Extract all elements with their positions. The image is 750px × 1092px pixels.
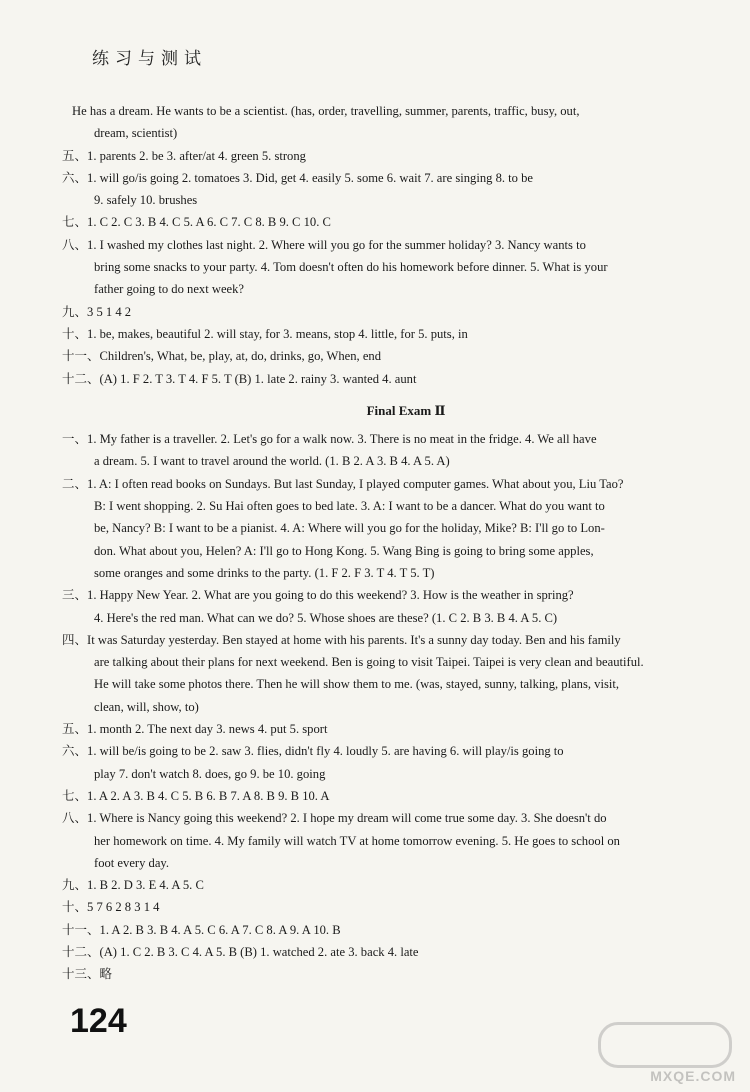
answer-text: (A) 1. C 2. B 3. C 4. A 5. B (B) 1. watched 2. ate 3. back 4. late (99, 944, 419, 959)
answer-row (62, 368, 700, 390)
text-line: play 7. don't watch 8. does, go 9. be 10. going (94, 766, 326, 781)
answer-text: 5 7 6 2 8 3 1 4 (87, 900, 160, 915)
answer-row (62, 941, 700, 963)
text-line: 4. Here's the red man. What can we do? 5. Whose shoes are these? (1. C 2. B 3. B 4. A 5. C) (94, 610, 558, 625)
section-number: 十二、 (62, 943, 100, 959)
section-number: 六、 (62, 743, 88, 759)
section-number: 八、 (62, 810, 88, 826)
section-number: 十、 (62, 325, 88, 341)
section-number: 二、 (62, 475, 88, 491)
page-number: 124 (70, 1002, 127, 1040)
answer-text: 1. Where is Nancy going this weekend? 2. I hope my dream will come true some day. 3. She doesn't do (87, 811, 607, 826)
section-number: 五、 (62, 147, 88, 163)
answer-text: 1. A 2. B 3. B 4. A 5. C 6. A 7. C 8. A 9. A 10. B (99, 922, 341, 937)
answer-content (62, 100, 700, 986)
watermark-logo-icon (598, 1022, 732, 1068)
page-header: 练习与测试 (92, 49, 207, 69)
section-number: 七、 (62, 214, 88, 230)
section-number: 九、 (62, 303, 88, 319)
text-line: clean, will, show, to) (94, 699, 199, 714)
section-number: 一、 (62, 431, 88, 447)
answer-row (62, 629, 700, 651)
text-line: are talking about their plans for next weekend. Ben is going to visit Taipei. Taipei is very clean and beautiful. (94, 655, 644, 670)
answer-text: 3 5 1 4 2 (87, 304, 132, 319)
answer-row (62, 740, 700, 762)
answer-row (62, 874, 700, 896)
answer-text: 1. be, makes, beautiful 2. will stay, for 3. means, stop 4. little, for 5. puts, in (87, 326, 468, 341)
answer-row (62, 428, 700, 450)
answer-text: 1. I washed my clothes last night. 2. Where will you go for the summer holiday? 3. Nancy wants to (87, 237, 586, 252)
text-line: be, Nancy? B: I want to be a pianist. 4. A: Where will you go for the holiday, Mike? B: I'll go to Lon- (94, 521, 605, 536)
text-line: 9. safely 10. brushes (94, 193, 198, 208)
section-number: 九、 (62, 877, 88, 893)
text-line: her homework on time. 4. My family will watch TV at home tomorrow evening. 5. He goes to school on (94, 833, 620, 848)
answer-text: Children's, What, be, play, at, do, drinks, go, When, end (99, 349, 382, 364)
answer-row (62, 807, 700, 829)
section-number: 六、 (62, 169, 88, 185)
text-line: foot every day. (94, 855, 170, 870)
section-number: 七、 (62, 787, 88, 803)
text-line: B: I went shopping. 2. Su Hai often goes to bed late. 3. A: I want to be a dancer. What do you want to (94, 499, 605, 514)
exam-title: Final Exam Ⅱ (366, 402, 446, 418)
section-number: 十、 (62, 899, 88, 915)
text-line: don. What about you, Helen? A: I'll go to Hong Kong. 5. Wang Bing is going to bring some apples, (94, 543, 594, 558)
answer-row (62, 963, 700, 985)
answer-row (62, 345, 700, 367)
answer-row (62, 473, 700, 495)
section-number: 八、 (62, 236, 88, 252)
answer-text: (A) 1. F 2. T 3. T 4. F 5. T (B) 1. late 2. rainy 3. wanted 4. aunt (99, 371, 417, 386)
answer-row (62, 145, 700, 167)
answer-text: 1. A 2. A 3. B 4. C 5. B 6. B 7. A 8. B 9. B 10. A (87, 788, 330, 803)
text-line: a dream. 5. I want to travel around the world. (1. B 2. A 3. B 4. A 5. A) (94, 454, 450, 469)
answer-row (62, 785, 700, 807)
section-number: 十三、 (62, 966, 100, 982)
answer-row (62, 718, 700, 740)
answer-row (62, 323, 700, 345)
answer-row (62, 301, 700, 323)
section-number: 四、 (62, 631, 88, 647)
section-number: 十一、 (62, 348, 100, 364)
answer-text: 1. A: I often read books on Sundays. But last Sunday, I played computer games. What about you, Liu Tao? (87, 476, 624, 491)
answer-row (62, 167, 700, 189)
site-watermark (598, 1020, 736, 1084)
section-number: 五、 (62, 721, 88, 737)
answer-row (62, 211, 700, 233)
section-number: 十一、 (62, 921, 100, 937)
text-line: He has a dream. He wants to be a scientist. (has, order, travelling, summer, parents, traffic, busy, out, (72, 104, 580, 118)
text-line: father going to do next week? (94, 282, 245, 297)
answer-row (62, 584, 700, 606)
answer-text: 1. parents 2. be 3. after/at 4. green 5. strong (87, 148, 306, 163)
section-number: 十二、 (62, 370, 100, 386)
answer-text: 1. My father is a traveller. 2. Let's go for a walk now. 3. There is no meat in the fridge. 4. We all have (87, 432, 597, 447)
answer-row (62, 234, 700, 256)
answer-text: 1. will be/is going to be 2. saw 3. flies, didn't fly 4. loudly 5. are having 6. will play/is going to (87, 744, 564, 759)
text-line: dream, scientist) (94, 126, 178, 141)
text-line: bring some snacks to your party. 4. Tom doesn't often do his homework before dinner. 5. What is your (94, 260, 608, 275)
section-number: 三、 (62, 587, 88, 603)
answer-text: 1. B 2. D 3. E 4. A 5. C (87, 878, 204, 893)
answer-text: 1. C 2. C 3. B 4. C 5. A 6. C 7. C 8. B 9. C 10. C (87, 215, 331, 230)
answer-text: 略 (99, 966, 113, 982)
text-line: He will take some photos there. Then he will show them to me. (was, stayed, sunny, talking, plans, visit, (94, 677, 620, 692)
text-line: some oranges and some drinks to the party. (1. F 2. F 3. T 4. T 5. T) (94, 565, 435, 580)
watermark-text: MXQE.COM (650, 1068, 736, 1084)
answer-text: 1. will go/is going 2. tomatoes 3. Did, get 4. easily 5. some 6. wait 7. are singing 8. to be (87, 170, 533, 185)
answer-text: 1. Happy New Year. 2. What are you going to do this weekend? 3. How is the weather in spring? (87, 588, 574, 603)
answer-row (62, 919, 700, 941)
answer-row (62, 896, 700, 918)
answer-text: It was Saturday yesterday. Ben stayed at home with his parents. It's a sunny day today. Ben and his family (87, 632, 621, 647)
answer-text: 1. month 2. The next day 3. news 4. put 5. sport (87, 722, 328, 737)
